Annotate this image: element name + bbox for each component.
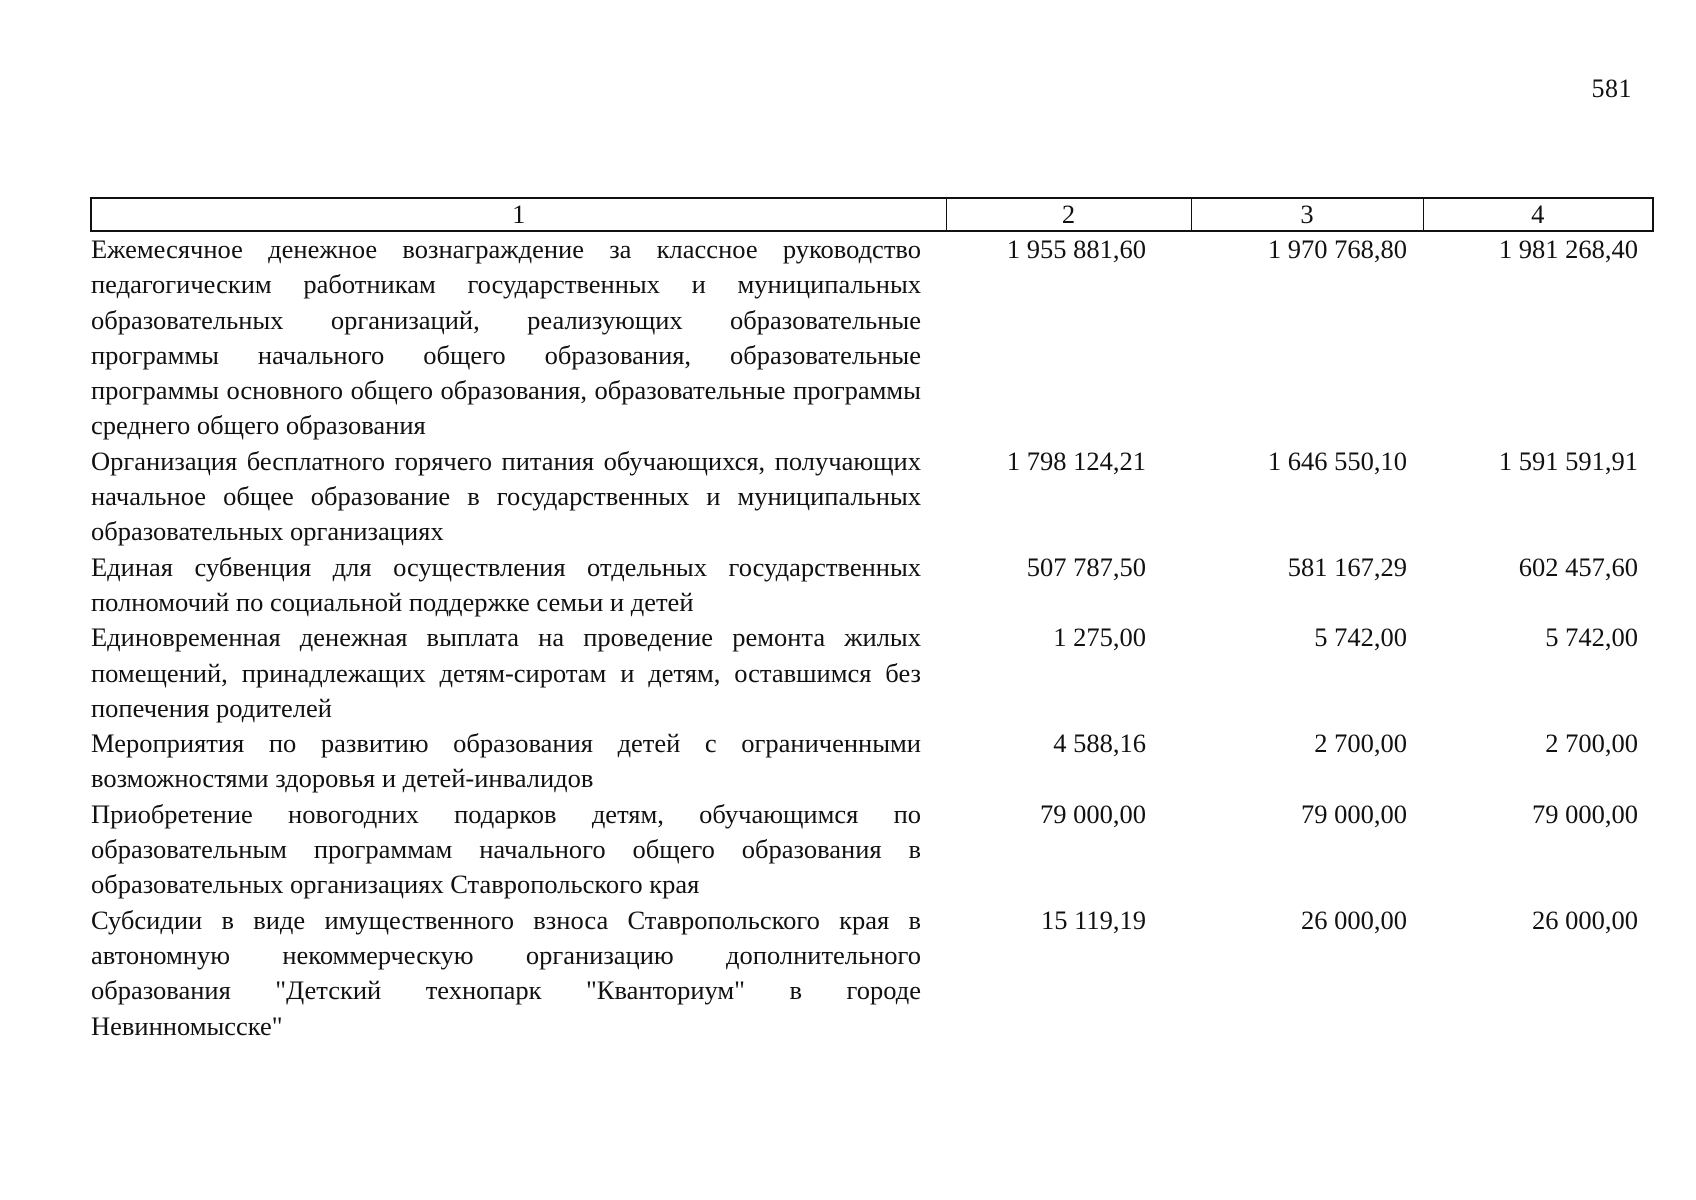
table-row: [91, 550, 1653, 621]
row-value-col4: 1 591 591,91: [1498, 445, 1638, 476]
row-value-col4: 2 700,00: [1545, 728, 1638, 759]
row-name: Единовременная денежная выплата на проведение ремонта жилых помещений, принадлежащих детям-сиротам и детям, оставшимся без попечения родителей: [91, 622, 921, 723]
row-value-col3: 2 700,00: [1314, 728, 1407, 759]
row-value-col3: 581 167,29: [1287, 551, 1407, 582]
table-row: [91, 444, 1653, 550]
row-name: Единая субвенция для осуществления отдельных государственных полномочий по социальной поддержке семьи и детей: [91, 551, 921, 617]
table-row: [91, 797, 1653, 903]
column-header-2: 2: [946, 198, 1191, 231]
table-row: [91, 726, 1653, 797]
row-value-col2: 1 955 881,60: [1006, 234, 1146, 264]
table-row: [91, 903, 1653, 1044]
row-value-col4: 1 981 268,40: [1498, 234, 1638, 264]
table-header: [91, 198, 1653, 231]
row-value-col3: 5 742,00: [1314, 622, 1407, 653]
row-value-col2: 1 798 124,21: [1006, 445, 1146, 476]
row-name: Приобретение новогодних подарков детям, обучающимся по образовательным программам начального общего образования в образовательных организациях Ставропольского края: [91, 798, 921, 900]
row-value-col3: 1 646 550,10: [1267, 445, 1407, 476]
row-value-col2: 79 000,00: [1040, 798, 1146, 829]
row-value-col4: 5 742,00: [1545, 622, 1638, 653]
table-row: [91, 620, 1653, 726]
row-name: Ежемесячное денежное вознаграждение за классное руководство педагогическим работникам государственных и муниципальных образовательных организаций, реализующих образовательные программы начального общего образования, образовательные программы основного общего образования, образовательные программы среднего общего образования: [91, 234, 921, 441]
column-header-1: 1: [91, 198, 946, 231]
row-value-col2: 507 787,50: [1026, 551, 1146, 582]
page-number: 581: [1591, 74, 1632, 103]
row-value-col4: 79 000,00: [1532, 798, 1638, 829]
row-value-col3: 1 970 768,80: [1267, 234, 1407, 264]
row-value-col3: 26 000,00: [1301, 904, 1407, 935]
table-row: [91, 231, 1653, 444]
row-value-col2: 4 588,16: [1053, 728, 1146, 759]
row-name: Мероприятия по развитию образования детей с ограниченными возможностями здоровья и детей-инвалидов: [91, 728, 921, 794]
row-value-col4: 26 000,00: [1532, 904, 1638, 935]
table-body: [91, 231, 1653, 1044]
row-value-col2: 15 119,19: [1040, 904, 1146, 935]
row-value-col3: 79 000,00: [1301, 798, 1407, 829]
row-value-col4: 602 457,60: [1518, 551, 1638, 582]
row-name: Субсидии в виде имущественного взноса Ставропольского края в автономную некоммерческую организацию дополнительного образования "Детский технопарк "Кванториум" в городе Невинномысске": [91, 904, 921, 1041]
budget-table: [90, 197, 1654, 1044]
row-value-col2: 1 275,00: [1053, 622, 1146, 653]
column-header-4: 4: [1423, 198, 1653, 231]
header-row: [91, 198, 1653, 231]
column-header-3: 3: [1191, 198, 1423, 231]
row-name: Организация бесплатного горячего питания обучающихся, получающих начальное общее образование в государственных и муниципальных образовательных организациях: [91, 445, 921, 547]
